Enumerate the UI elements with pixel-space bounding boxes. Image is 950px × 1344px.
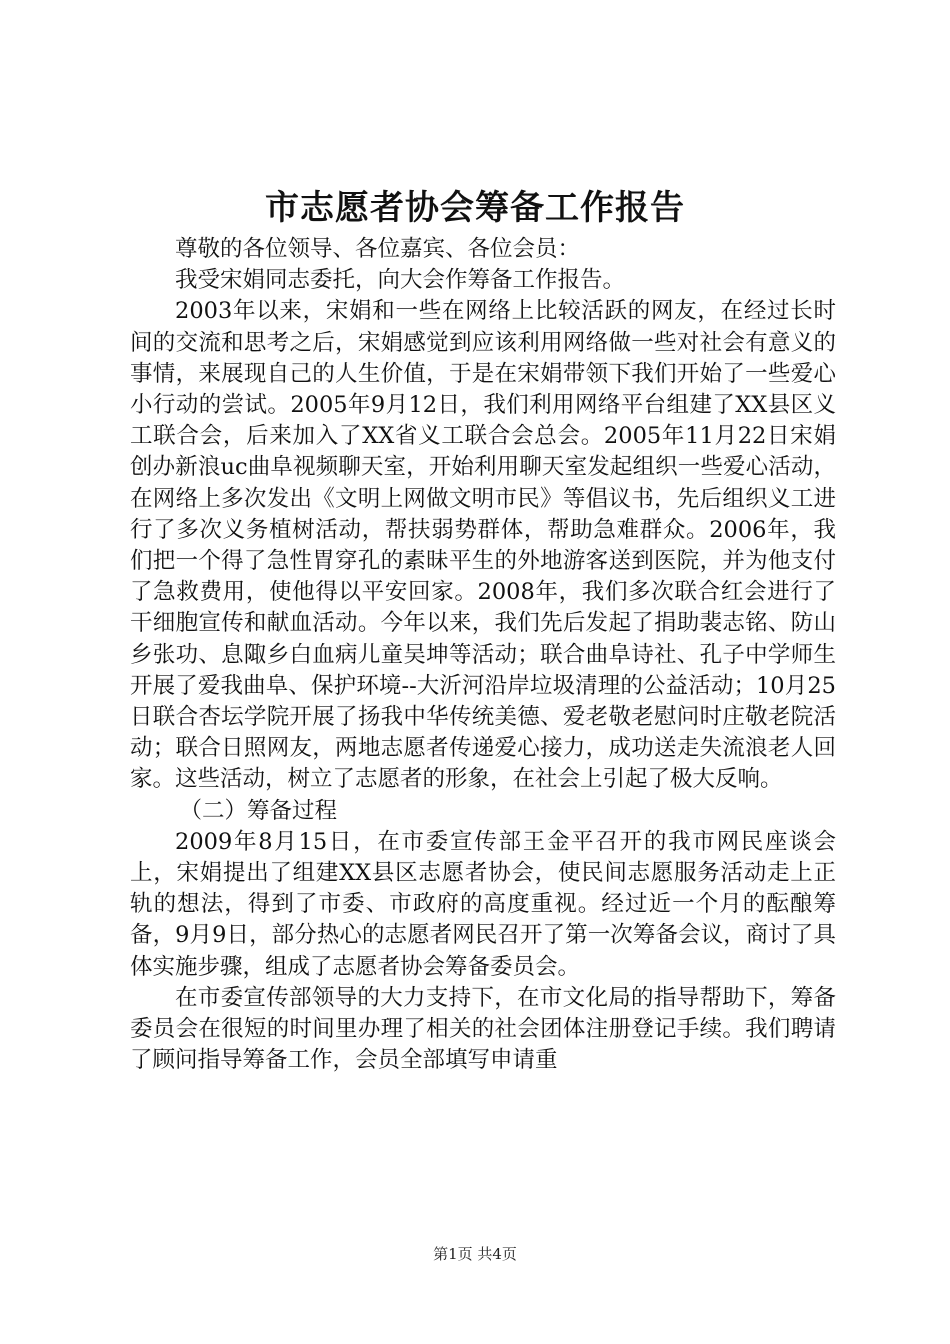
- history-paragraph: 2003年以来，宋娟和一些在网络上比较活跃的网友，在经过长时间的交流和思考之后，宋娟感觉到应该利用网络做一些对社会有意义的事情，来展现自己的人生价值，于是在宋娟带领下我们开始了一些爱心小行动的尝试。2005年9月12日，我们利用网络平台组建了XX县区义工联合会，后来加入了XX省义工联合会总会。2005年11月22日宋娟创办新浪uc曲阜视频聊天室，开始利用聊天室发起组织一些爱心活动，在网络上多次发出《文明上网做文明市民》等倡议书，先后组织义工进行了多次义务植树活动，帮扶弱势群体，帮助急难群众。2006年，我们把一个得了急性胃穿孔的素昧平生的外地游客送到医院，并为他支付了急救费用，使他得以平安回家。2008年，我们多次联合红会进行了干细胞宣传和献血活动。今年以来，我们先后发起了捐助裴志铭、防山乡张功、息陬乡白血病儿童吴坤等活动；联合曲阜诗社、孔子中学师生开展了爱我曲阜、保护环境--大沂河沿岸垃圾清理的公益活动；10月25日联合杏坛学院开展了扬我中华传统美德、爱老敬老慰问时庄敬老院活动；联合日照网友，两地志愿者传递爱心接力，成功送走失流浪老人回家。这些活动，树立了志愿者的形象，在社会上引起了极大反响。: [130, 298, 836, 793]
- salutation-paragraph: 尊敬的各位领导、各位嘉宾、各位会员：: [175, 236, 581, 262]
- intro-paragraph: 我受宋娟同志委托，向大会作筹备工作报告。: [175, 267, 626, 294]
- document-title: 市志愿者协会筹备工作报告: [265, 188, 685, 228]
- document-body: [130, 234, 836, 1076]
- support-paragraph: 在市委宣传部领导的大力支持下，在市文化局的指导帮助下，筹备委员会在很短的时间里办理了相关的社会团体注册登记手续。我们聘请了顾问指导筹备工作，会员全部填写申请重: [130, 984, 836, 1074]
- section-heading: （二）筹备过程: [179, 797, 338, 824]
- process-paragraph: 2009年8月15日，在市委宣传部王金平召开的我市网民座谈会上，宋娟提出了组建XX县区志愿者协会，使民间志愿服务活动走上正轨的想法，得到了市委、市政府的高度重视。经过近一个月的酝酿筹备，9月9日，部分热心的志愿者网民召开了第一次筹备会议，商讨了具体实施步骤，组成了志愿者协会筹备委员会。: [130, 828, 836, 980]
- page-number-footer: 第1页 共4页: [433, 1245, 517, 1263]
